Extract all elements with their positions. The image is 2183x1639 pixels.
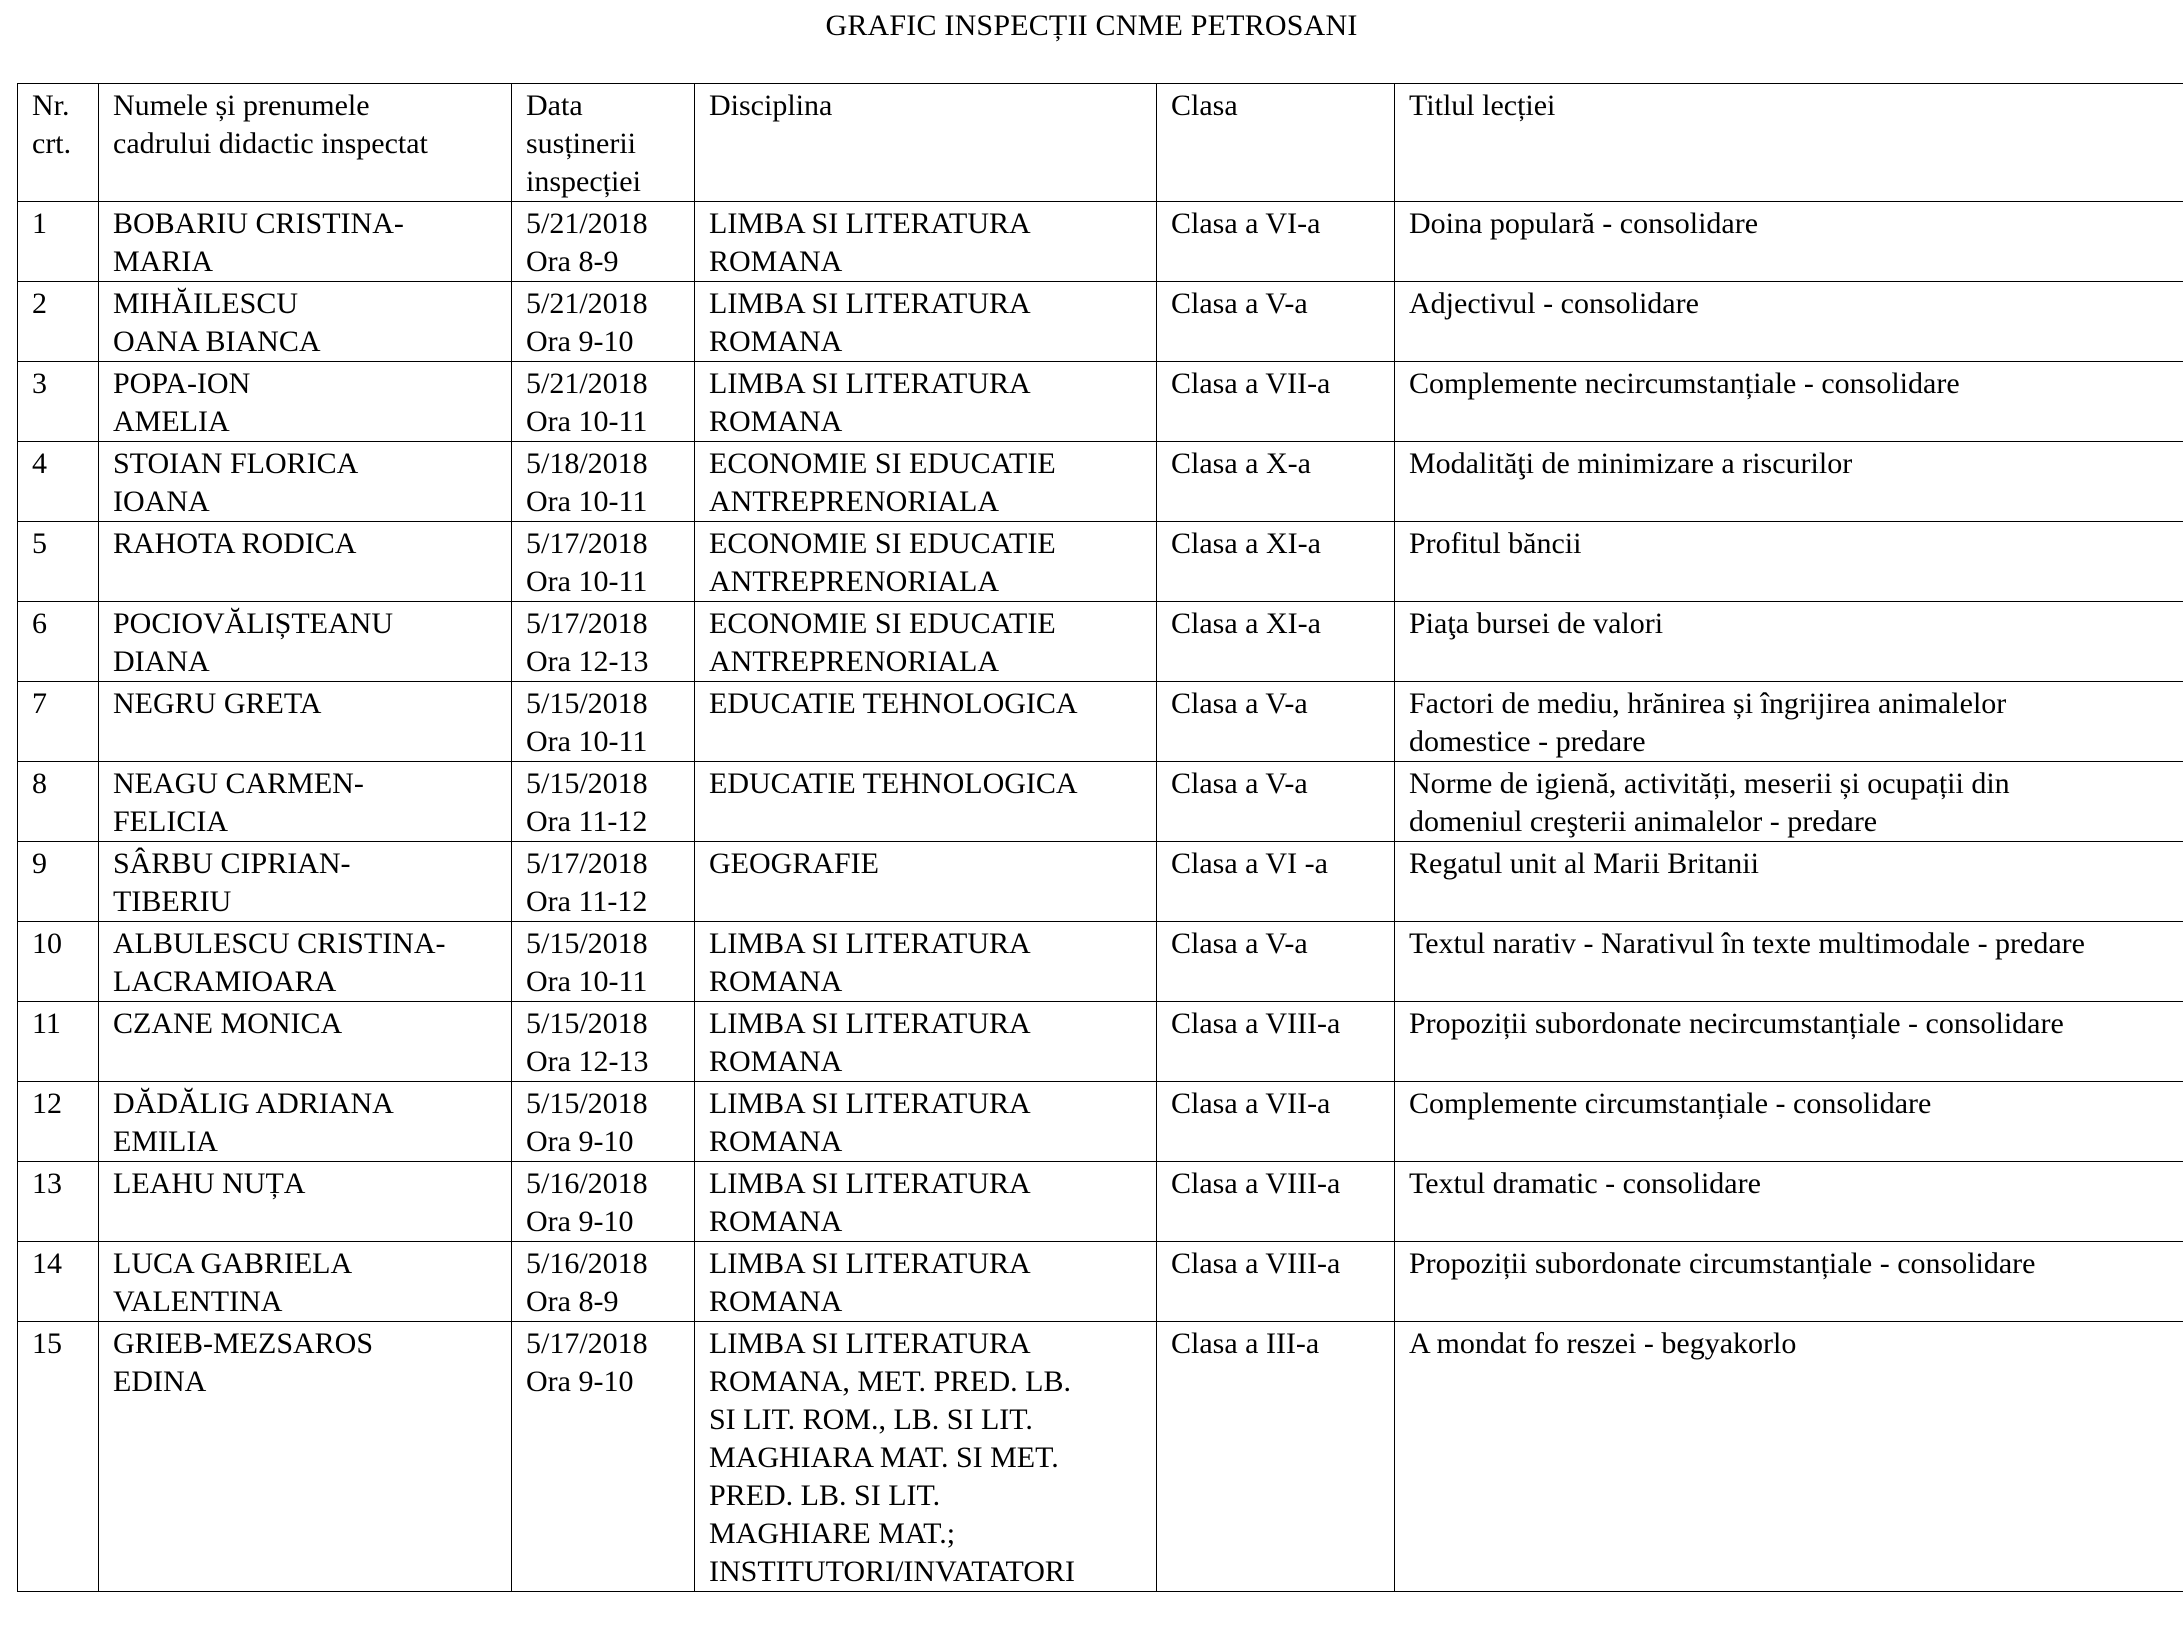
cell-discipline: EDUCATIE TEHNOLOGICA (695, 762, 1157, 842)
inspection-table (17, 83, 2183, 1592)
cell-discipline: ECONOMIE SI EDUCATIE ANTREPRENORIALA (695, 522, 1157, 602)
cell-nr: 11 (18, 1002, 99, 1082)
cell-lesson: Piaţa bursei de valori (1395, 602, 2183, 682)
table-row (18, 682, 2183, 762)
cell-name: LEAHU NUȚA (99, 1162, 512, 1242)
page-title: GRAFIC INSPECȚII CNME PETROSANI (825, 9, 1358, 42)
cell-nr: 8 (18, 762, 99, 842)
cell-lesson: Textul dramatic - consolidare (1395, 1162, 2183, 1242)
cell-name: SÂRBU CIPRIAN- TIBERIU (99, 842, 512, 922)
table-row (18, 602, 2183, 682)
cell-date: 5/21/2018 Ora 9-10 (512, 282, 695, 362)
header-name: Numele și prenumele cadrului didactic inspectat (99, 84, 512, 202)
cell-class: Clasa a VIII-a (1157, 1002, 1395, 1082)
header-date: Data susținerii inspecției (512, 84, 695, 202)
cell-name: CZANE MONICA (99, 1002, 512, 1082)
cell-class: Clasa a XI-a (1157, 522, 1395, 602)
cell-date: 5/16/2018 Ora 8-9 (512, 1242, 695, 1322)
header-row (18, 84, 2183, 202)
cell-name: MIHĂILESCU OANA BIANCA (99, 282, 512, 362)
cell-date: 5/17/2018 Ora 9-10 (512, 1322, 695, 1592)
table-row (18, 202, 2183, 282)
table-body (18, 202, 2183, 1592)
cell-lesson: Textul narativ - Narativul în texte multimodale - predare (1395, 922, 2183, 1002)
cell-name: RAHOTA RODICA (99, 522, 512, 602)
cell-lesson: Modalităţi de minimizare a riscurilor (1395, 442, 2183, 522)
cell-class: Clasa a VIII-a (1157, 1162, 1395, 1242)
cell-discipline: LIMBA SI LITERATURA ROMANA (695, 362, 1157, 442)
cell-name: NEAGU CARMEN- FELICIA (99, 762, 512, 842)
cell-discipline: LIMBA SI LITERATURA ROMANA (695, 282, 1157, 362)
table-row (18, 1002, 2183, 1082)
cell-nr: 3 (18, 362, 99, 442)
cell-date: 5/15/2018 Ora 10-11 (512, 922, 695, 1002)
cell-date: 5/18/2018 Ora 10-11 (512, 442, 695, 522)
cell-discipline: LIMBA SI LITERATURA ROMANA (695, 1002, 1157, 1082)
cell-nr: 4 (18, 442, 99, 522)
cell-class: Clasa a VII-a (1157, 1082, 1395, 1162)
table-row (18, 282, 2183, 362)
cell-name: GRIEB-MEZSAROS EDINA (99, 1322, 512, 1592)
table-row (18, 842, 2183, 922)
cell-name: POCIOVĂLIȘTEANU DIANA (99, 602, 512, 682)
table-row (18, 1242, 2183, 1322)
cell-nr: 10 (18, 922, 99, 1002)
header-nr: Nr. crt. (18, 84, 99, 202)
cell-class: Clasa a VI -a (1157, 842, 1395, 922)
cell-class: Clasa a V-a (1157, 922, 1395, 1002)
cell-class: Clasa a VI-a (1157, 202, 1395, 282)
table-row (18, 762, 2183, 842)
table-row (18, 922, 2183, 1002)
cell-date: 5/15/2018 Ora 12-13 (512, 1002, 695, 1082)
cell-lesson: Propoziții subordonate necircumstanțiale - consolidare (1395, 1002, 2183, 1082)
cell-discipline: ECONOMIE SI EDUCATIE ANTREPRENORIALA (695, 602, 1157, 682)
cell-name: ALBULESCU CRISTINA- LACRAMIOARA (99, 922, 512, 1002)
cell-nr: 14 (18, 1242, 99, 1322)
cell-nr: 12 (18, 1082, 99, 1162)
cell-lesson: Norme de igienă, activități, meserii și ocupații din domeniul creşterii animalelor - predare (1395, 762, 2183, 842)
cell-class: Clasa a VII-a (1157, 362, 1395, 442)
cell-class: Clasa a V-a (1157, 682, 1395, 762)
cell-nr: 9 (18, 842, 99, 922)
cell-nr: 7 (18, 682, 99, 762)
cell-name: NEGRU GRETA (99, 682, 512, 762)
cell-date: 5/17/2018 Ora 12-13 (512, 602, 695, 682)
cell-class: Clasa a V-a (1157, 762, 1395, 842)
cell-discipline: LIMBA SI LITERATURA ROMANA (695, 1242, 1157, 1322)
table-row (18, 362, 2183, 442)
cell-name: DĂDĂLIG ADRIANA EMILIA (99, 1082, 512, 1162)
cell-date: 5/15/2018 Ora 10-11 (512, 682, 695, 762)
cell-discipline: EDUCATIE TEHNOLOGICA (695, 682, 1157, 762)
cell-class: Clasa a VIII-a (1157, 1242, 1395, 1322)
cell-discipline: LIMBA SI LITERATURA ROMANA (695, 1162, 1157, 1242)
cell-discipline: ECONOMIE SI EDUCATIE ANTREPRENORIALA (695, 442, 1157, 522)
cell-class: Clasa a XI-a (1157, 602, 1395, 682)
header-class: Clasa (1157, 84, 1395, 202)
cell-date: 5/17/2018 Ora 10-11 (512, 522, 695, 602)
cell-date: 5/15/2018 Ora 11-12 (512, 762, 695, 842)
cell-lesson: Factori de mediu, hrănirea și îngrijirea animalelor domestice - predare (1395, 682, 2183, 762)
cell-name: BOBARIU CRISTINA- MARIA (99, 202, 512, 282)
table-row (18, 522, 2183, 602)
cell-lesson: Profitul băncii (1395, 522, 2183, 602)
cell-name: STOIAN FLORICA IOANA (99, 442, 512, 522)
cell-discipline: LIMBA SI LITERATURA ROMANA, MET. PRED. LB. SI LIT. ROM., LB. SI LIT. MAGHIARA MAT. SI MET. PRED. LB. SI LIT. MAGHIARE MAT.; INSTITUTORI/INVATATORI (695, 1322, 1157, 1592)
cell-name: LUCA GABRIELA VALENTINA (99, 1242, 512, 1322)
cell-lesson: Adjectivul - consolidare (1395, 282, 2183, 362)
cell-discipline: GEOGRAFIE (695, 842, 1157, 922)
cell-date: 5/21/2018 Ora 10-11 (512, 362, 695, 442)
cell-lesson: Complemente necircumstanțiale - consolidare (1395, 362, 2183, 442)
cell-date: 5/16/2018 Ora 9-10 (512, 1162, 695, 1242)
cell-class: Clasa a V-a (1157, 282, 1395, 362)
cell-nr: 13 (18, 1162, 99, 1242)
cell-class: Clasa a III-a (1157, 1322, 1395, 1592)
cell-discipline: LIMBA SI LITERATURA ROMANA (695, 1082, 1157, 1162)
table-row (18, 442, 2183, 522)
cell-discipline: LIMBA SI LITERATURA ROMANA (695, 202, 1157, 282)
cell-lesson: Doina populară - consolidare (1395, 202, 2183, 282)
cell-lesson: Complemente circumstanțiale - consolidare (1395, 1082, 2183, 1162)
cell-lesson: Regatul unit al Marii Britanii (1395, 842, 2183, 922)
cell-nr: 2 (18, 282, 99, 362)
cell-nr: 15 (18, 1322, 99, 1592)
cell-nr: 6 (18, 602, 99, 682)
cell-name: POPA-ION AMELIA (99, 362, 512, 442)
cell-discipline: LIMBA SI LITERATURA ROMANA (695, 922, 1157, 1002)
cell-date: 5/15/2018 Ora 9-10 (512, 1082, 695, 1162)
table-row (18, 1162, 2183, 1242)
cell-date: 5/17/2018 Ora 11-12 (512, 842, 695, 922)
cell-date: 5/21/2018 Ora 8-9 (512, 202, 695, 282)
cell-nr: 1 (18, 202, 99, 282)
cell-nr: 5 (18, 522, 99, 602)
table-row (18, 1082, 2183, 1162)
header-discipline: Disciplina (695, 84, 1157, 202)
cell-lesson: A mondat fo reszei - begyakorlo (1395, 1322, 2183, 1592)
cell-lesson: Propoziții subordonate circumstanțiale - consolidare (1395, 1242, 2183, 1322)
header-lesson: Titlul lecției (1395, 84, 2183, 202)
cell-class: Clasa a X-a (1157, 442, 1395, 522)
table-row (18, 1322, 2183, 1592)
